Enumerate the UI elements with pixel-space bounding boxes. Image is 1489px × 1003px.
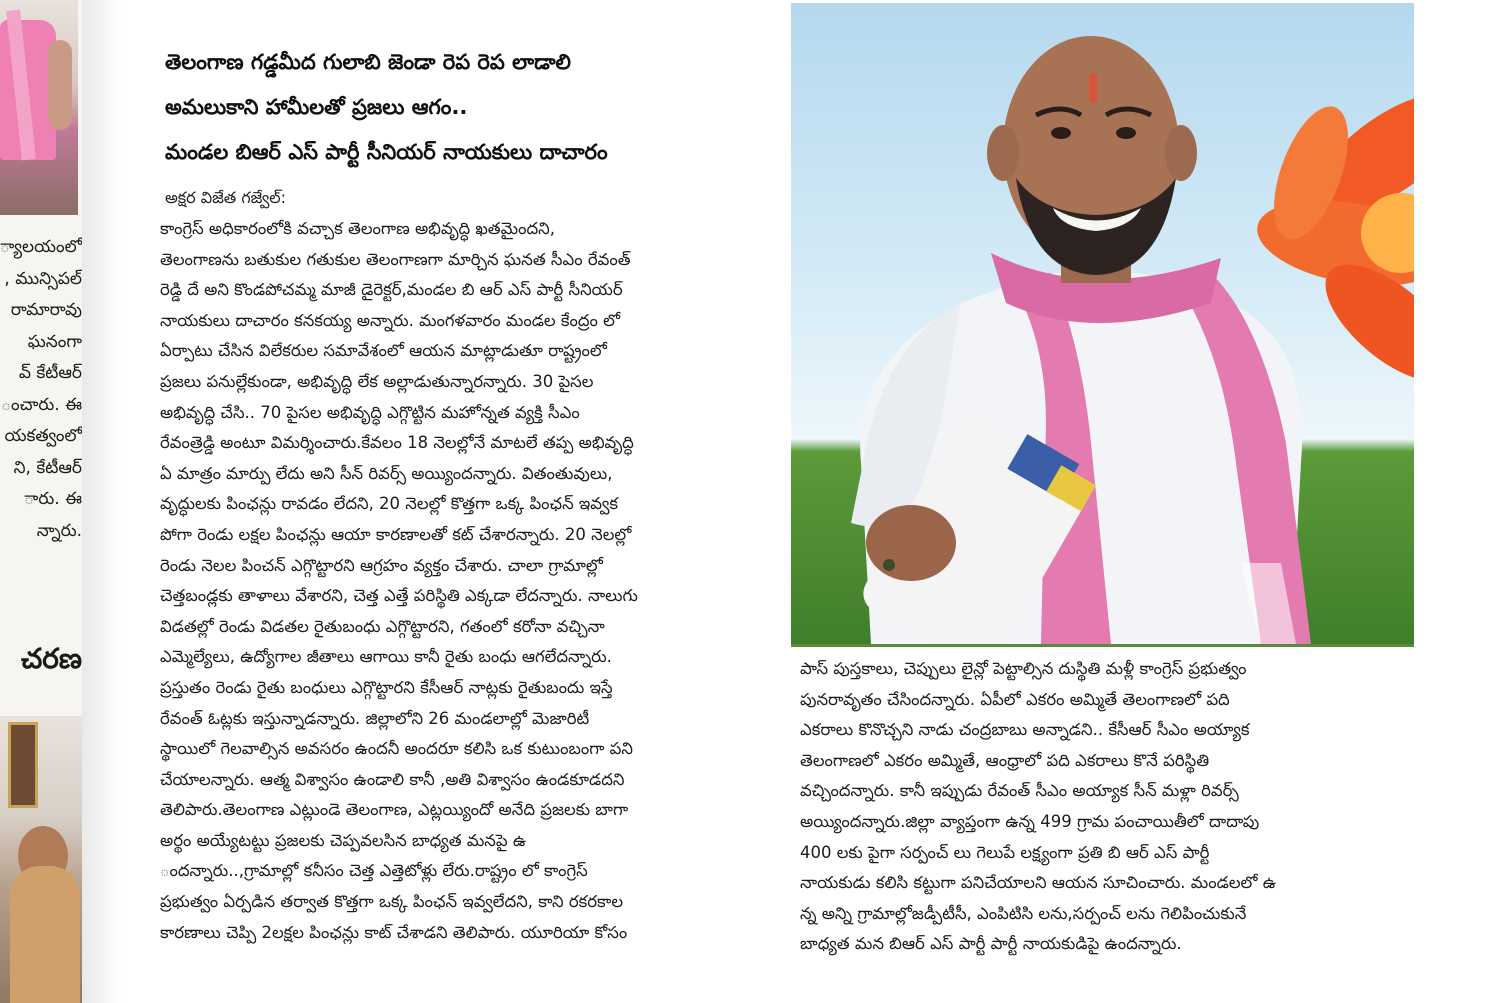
body-line: రేవంత్రెడ్డి అంటూ విమర్శించారు.కేవలం 18 నెలల్లోనే మాటలే తప్ప అభివృద్ధి	[160, 433, 634, 453]
article-continuation	[800, 654, 1400, 960]
adjacent-photo-bottom	[0, 716, 82, 1003]
adjacent-text-line: యకత్వంలో	[4, 426, 82, 446]
adjacent-text-line: ారు. ఈ	[24, 489, 82, 509]
article-body	[160, 214, 770, 948]
body-line: చెత్తబండ్లకు తాళాలు వేశారని, చెత్త ఎత్తే పరిస్థితి ఎక్కడా లేదన్నారు. నాలుగు	[160, 586, 638, 606]
body-line: ఏ మాత్రం మార్పు లేదు అని సీన్ రివర్స్ అయ్యిందన్నారు. వితంతువులు,	[160, 463, 613, 483]
body-line: కాంగ్రెస్ అధికారంలోకి వచ్చాక తెలంగాణ అభివృద్ధి ఖతమైందని,	[160, 219, 555, 238]
continued-line: వచ్చిందన్నారు. కానీ ఇప్పుడు రేవంత్ సీఎం అయ్యాక సీన్ మళ్లా రివర్స్	[800, 781, 1239, 801]
body-line: ప్రజలు పనుల్లేకుండా, అభివృద్ధి లేక అల్లాడుతున్నారన్నారు. 30 పైసల	[160, 371, 594, 391]
body-line: కారణాలు చెప్పి 2లక్షల పింఛన్లు కాట్ చేశాడని తెలిపారు. యూరియా కోసం	[160, 922, 628, 942]
continued-line: పునరావృతం చేసిందన్నారు. ఏపీలో ఎకరం అమ్మితే తెలంగాణలో పది	[800, 689, 1230, 709]
adjacent-article-text	[0, 232, 82, 547]
continued-line: తెలంగాణలో ఎకరం అమ్మితే, ఆంధ్రాలో పది ఎకరాలు కొనే పరిస్థితి	[800, 750, 1210, 770]
adjacent-text-line: , మున్సిపల్	[4, 268, 82, 289]
continued-line: పాస్ పుస్తకాలు, చెప్పులు లైన్లో పెట్టాల్సిన దుస్థితి మళ్లీ కాంగ్రెస్ ప్రభుత్వం	[800, 659, 1247, 678]
body-line: రెండు నెలల పించన్ ఎగ్గొట్టారని ఆగ్రహం వ్యక్తం చేశారు. చాలా గ్రామాల్లో	[160, 555, 603, 575]
body-line: తెలిపారు.తెలంగాణ ఎట్లుండె తెలంగాణ, ఎట్లయ్యిందో అనేది ప్రజలకు బాగా	[160, 800, 629, 820]
adjacent-photo-top	[0, 0, 78, 215]
continued-line: న్న అన్ని గ్రామాల్లోజడ్పీటీసీ, ఎంపిటిసి లను,సర్పంచ్ లను గెలిపించుకునే	[800, 903, 1247, 923]
body-line: నాయకులు దాచారం కనకయ్య అన్నారు. మంగళవారం మండల కేంద్రం లో	[160, 310, 621, 330]
article-headlines	[165, 40, 785, 175]
adjacent-text-line: రామారావు	[10, 300, 82, 320]
adjacent-text-line: ఘనంగా	[27, 331, 82, 352]
continued-line: ఎకరాలు కొనొచ్చని నాడు చంద్రబాబు అన్నాడని.. కేసీఆర్ సీఎం అయ్యాక	[800, 720, 1250, 740]
body-line: విడతల్లో రెండు విడతల రైతుబంధు ఎగ్గొట్టారని, గతంలో కరోనా వచ్చినా	[160, 616, 605, 636]
adjacent-heading: చరణ	[20, 642, 82, 675]
continued-line: అయ్యిందన్నారు.జిల్లా వ్యాప్తంగా ఉన్న 499 గ్రామ పంచాయితీలో దాదాపు	[800, 811, 1260, 831]
adjacent-text-line: ని, కేటీఆర్	[13, 457, 82, 478]
page-gutter	[82, 0, 122, 1003]
continued-line: 400 లకు పైగా సర్పంచ్ లు గెలుపే లక్ష్యంగా ప్రతి బి ఆర్ ఎస్ పార్టీ	[800, 842, 1210, 862]
portrait-illustration	[791, 3, 1414, 644]
body-line: చేయాలన్నారు. ఆత్మ విశ్వాసం ఉండాలి కానీ ,అతి విశ్వాసం ఉండకూడదని	[160, 769, 625, 789]
body-line: రెడ్డి దే అని కొండపోచమ్మ మాజీ డైరెక్టర్,మండల బి ఆర్ ఎస్ పార్టీ సీనియర్	[160, 280, 623, 300]
body-line: ఎమ్మెల్యేలు, ఉద్యోగాల జీతాలు ఆగాయి కానీ రైతు బంధు ఆగలేదన్నారు.	[160, 647, 612, 667]
continued-line: బాధ్యత మన బిఆర్ ఎస్ పార్టీ పార్టీ నాయకుడిపై ఉందన్నారు.	[800, 934, 1182, 954]
dateline: అక్షర విజేత గజ్వేల్:	[165, 188, 287, 207]
body-line: అర్థం అయ్యేటట్టు ప్రజలకు చెప్పవలసిన బాధ్యత మనపై ఉ	[160, 830, 527, 850]
headline-sub: అమలుకాని హామీలతో ప్రజలు ఆగం..	[165, 95, 468, 119]
body-line: అభివృద్ధి చేసి.. 70 పైసల అభివృద్ధి ఎగ్గొట్టిన మహోన్నత వ్యక్తి సీఎం	[160, 402, 580, 422]
body-line: పోగా రెండు లక్షల పింఛన్లు ఆయా కారణాలతో కట్ చేశారన్నారు. 20 నెలల్లో	[160, 524, 632, 544]
body-line: ప్రభుత్వం ఏర్పడిన తర్వాత కొత్తగా ఒక్క పింఛన్ ఇవ్వలేదని, కాని రకరకాల	[160, 892, 624, 912]
headline-main: తెలంగాణ గడ్డమీద గులాబి జెండా రెప రెప లాడాలి	[165, 50, 571, 74]
leader-portrait-photo	[791, 3, 1414, 647]
continued-line: నాయకుడు కలిసి కట్టుగా పనిచేయాలని ఆయన సూచించారు. మండలలో ఉ	[800, 873, 1276, 893]
adjacent-article-strip	[0, 0, 82, 1003]
headline-byline: మండల బిఆర్ ఎస్ పార్టీ సీనియర్ నాయకులు దాచారం	[165, 140, 608, 164]
body-line: ఏర్పాటు చేసిన విలేకరుల సమావేశంలో ఆయన మాట్లాడుతూ రాష్ట్రంలో	[160, 341, 607, 361]
adjacent-text-line: న్నారు.	[36, 520, 82, 541]
adjacent-text-line: ్యాలయంలో	[0, 237, 82, 257]
body-line: తెలంగాణను బతుకుల గతుకుల తెలంగాణగా మార్చిన ఘనత సీఎం రేవంత్	[160, 249, 631, 269]
body-line: ప్రస్తుతం రెండు రైతు బంధులు ఎగ్గొట్టారని కేసీఆర్ నాట్లకు రైతుబందు ఇస్తే	[160, 677, 613, 697]
adjacent-text-line: ంచారు. ఈ	[1, 394, 82, 415]
body-line: రేవంత్ ఓట్లకు ఇస్తున్నాడన్నారు. జిల్లాలోని 26 మండలాల్లో మెజారిటీ	[160, 708, 590, 728]
body-line: వృద్ధులకు పింఛన్లు రావడం లేదని, 20 నెలల్లో కొత్తగా ఒక్క పింఛన్ ఇవ్వక	[160, 494, 618, 514]
adjacent-text-line: వ్ కేటీఆర్	[18, 363, 82, 383]
body-line: స్థాయిలో గెలవాల్సిన అవసరం ఉందనీ అందరూ కలిసి ఒక కుటుంబంగా పని	[160, 739, 633, 759]
body-line: ందన్నారు..,గ్రామాల్లో కనీసం చెత్త ఎత్తెటోళ్లు లేరు.రాష్ట్రం లో కాంగ్రెస్	[160, 861, 588, 881]
